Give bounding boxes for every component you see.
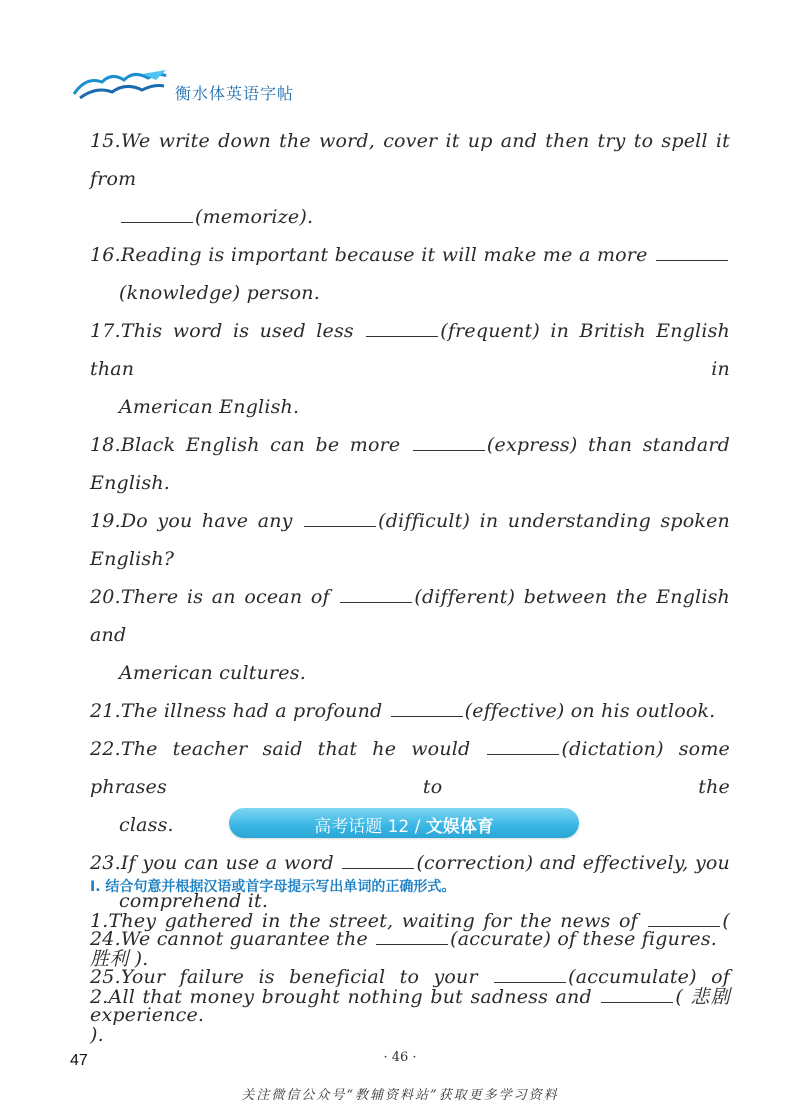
exercise-line — [90, 502, 730, 578]
exercise-number: 17. — [90, 320, 121, 342]
footer-note: 关注微信公众号“教辅资料站”获取更多学习资料 — [241, 1088, 559, 1103]
exercise-text: comprehend it. — [119, 890, 269, 912]
banner-separator: / — [414, 817, 421, 837]
exercise-text: (memorize). — [195, 206, 314, 228]
exercise-text: American cultures. — [119, 662, 306, 684]
exercise-line — [90, 578, 730, 654]
banner-text — [229, 812, 579, 837]
exercise-text: We write down the word, cover it up and then try to spell it from — [90, 130, 730, 190]
exercise-line — [90, 730, 730, 806]
exercise-text: We cannot guarantee the — [120, 928, 375, 950]
exercise-text: (dictation) some phrases to the — [90, 738, 730, 798]
banner-topic: 高考话题 12 — [314, 817, 410, 837]
exercise-line — [90, 274, 730, 312]
exercise-text: All that money brought nothing but sadness and — [108, 986, 600, 1008]
exercise-line — [90, 654, 730, 692]
exercise-text: (express) than standard English. — [90, 434, 730, 494]
answer-blank[interactable] — [340, 586, 412, 603]
exercise-line — [90, 426, 730, 502]
exercise-number: 19. — [90, 510, 121, 532]
answer-blank[interactable] — [391, 700, 463, 717]
exercise-line — [90, 388, 730, 426]
page-number: · 46 · — [383, 1050, 417, 1065]
header-subtitle: 衡水体英语字帖 — [175, 84, 295, 103]
answer-blank[interactable] — [487, 738, 559, 755]
exercise-text: (accurate) of these figures. — [450, 928, 718, 950]
exercise-text: ( 悲剧 ). — [90, 986, 730, 1046]
exercise-text: The illness had a profound — [120, 700, 389, 722]
exercise-number: 25. — [90, 966, 121, 988]
exercise-line — [90, 198, 730, 236]
exercise-number: 21. — [90, 700, 121, 722]
exercise-line — [90, 122, 730, 198]
exercise-number: 20. — [90, 586, 121, 608]
exercise-number: 16. — [90, 244, 121, 266]
exercise-text: (effective) on his outlook. — [464, 700, 716, 722]
exercise-number: 22. — [90, 738, 121, 760]
exercise-line — [90, 312, 730, 388]
answer-blank[interactable] — [366, 320, 438, 337]
exercise-text: class. — [119, 814, 174, 836]
exercise-text: ( 胜利 ). — [90, 910, 730, 970]
exercise-line — [90, 236, 730, 274]
answer-blank[interactable] — [121, 206, 193, 223]
answer-blank[interactable] — [656, 244, 728, 261]
exercise-text: (frequent) in British English than in — [90, 320, 730, 380]
exercise-text: The teacher said that he would — [120, 738, 486, 760]
exercise-text: Do you have any — [120, 510, 303, 532]
exercise-text: (accumulate) of experience. — [90, 966, 730, 1026]
exercise-list — [90, 122, 730, 1034]
answer-blank[interactable] — [601, 986, 673, 1003]
exercise-line — [90, 978, 730, 1054]
exercise-number: 18. — [90, 434, 121, 456]
exercise-text: American English. — [119, 396, 300, 418]
exercise-text: Reading is important because it will make me a more — [120, 244, 654, 266]
section-heading: I. 结合句意并根据汉语或首字母提示写出单词的正确形式。 — [90, 879, 456, 895]
exercise-text: (difficult) in understanding spoken English? — [90, 510, 730, 570]
topic-banner — [229, 808, 579, 838]
header — [72, 68, 472, 108]
page-number-left: 47 — [70, 1052, 88, 1069]
exercise-number: 24. — [90, 928, 121, 950]
exercise-text: Your failure is beneficial to your — [120, 966, 493, 988]
answer-blank[interactable] — [648, 910, 720, 927]
exercise-number: 2. — [90, 986, 109, 1008]
banner-title: 文娱体育 — [425, 817, 494, 837]
exercise-number: 1. — [90, 910, 109, 932]
answer-blank[interactable] — [304, 510, 376, 527]
exercise-text: There is an ocean of — [120, 586, 339, 608]
exercise-text: (correction) and effectively, you — [416, 852, 730, 874]
exercise-text: They gathered in the street, waiting for the news of — [108, 910, 647, 932]
exercise-text: (different) between the English and — [90, 586, 730, 646]
exercise-line — [90, 692, 730, 730]
exercise-text: If you can use a word — [120, 852, 341, 874]
exercise-list-2 — [90, 902, 730, 1054]
exercise-text: (knowledge) person. — [119, 282, 320, 304]
exercise-line — [90, 902, 730, 978]
exercise-number: 15. — [90, 130, 121, 152]
logo-icon — [72, 68, 168, 104]
answer-blank[interactable] — [342, 852, 414, 869]
exercise-text: This word is used less — [120, 320, 365, 342]
answer-blank[interactable] — [413, 434, 485, 451]
exercise-number: 23. — [90, 852, 121, 874]
exercise-text: Black English can be more — [120, 434, 411, 456]
